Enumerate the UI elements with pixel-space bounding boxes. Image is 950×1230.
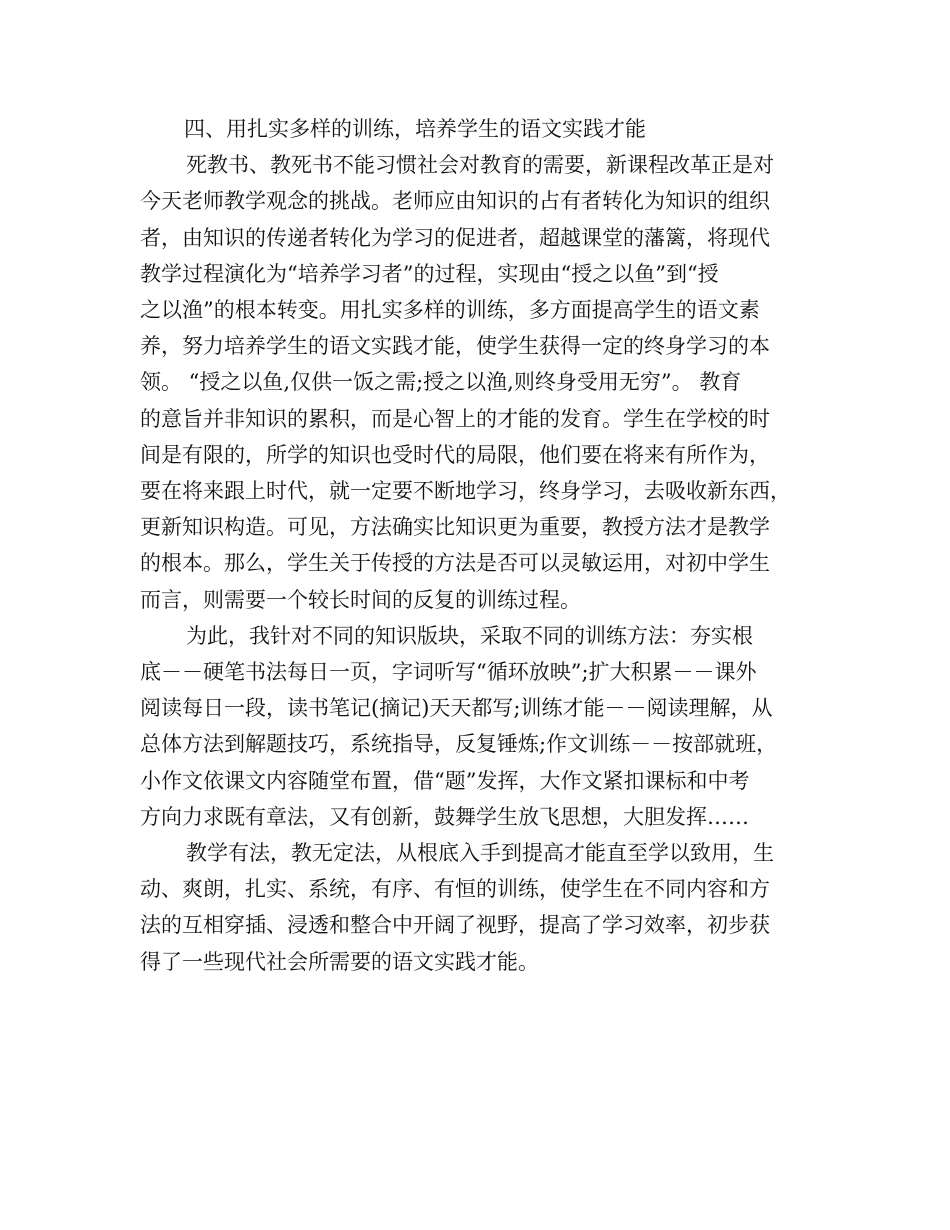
paragraph-line: 教学过程演化为“培养学习者”的过程，实现由“授之以鱼”到“授 xyxy=(140,261,719,286)
paragraph-line: 底－－硬笔书法每日一页，字词听写“循环放映”;扩大积累－－课外 xyxy=(140,660,757,685)
paragraph-line: 总体方法到解题技巧，系统指导，反复锤炼;作文训练－－按部就班， xyxy=(140,732,778,757)
paragraph-line: 小作文依课文内容随堂布置，借“题”发挥，大作文紧扣课标和中考 xyxy=(140,768,750,793)
paragraph-2 xyxy=(140,618,820,835)
paragraph-line: 养，努力培养学生的语文实践才能，使学生获得一定的终身学习的本 xyxy=(140,334,770,359)
paragraph-line: 为此，我针对不同的知识版块，采取不同的训练方法：夯实根 xyxy=(186,623,753,648)
paragraph-line: 教学有法，教无定法，从根底入手到提高才能直至学以致用，生 xyxy=(186,841,774,866)
paragraph-line: 之以渔”的根本转变。用扎实多样的训练，多方面提高学生的语文素 xyxy=(140,298,760,323)
paragraph-line: 的根本。那么，学生关于传授的方法是否可以灵敏运用，对初中学生 xyxy=(140,551,770,576)
paragraph-line: 得了一些现代社会所需要的语文实践才能。 xyxy=(140,949,539,974)
paragraph-line: 死教书、教死书不能习惯社会对教育的需要，新课程改革正是对 xyxy=(186,153,774,178)
paragraph-line: 更新知识构造。可见，方法确实比知识更为重要，教授方法才是教学 xyxy=(140,515,770,540)
paragraph-line: 领。 “授之以鱼,仅供一饭之需;授之以渔,则终身受用无穷”。 教育 xyxy=(140,370,742,395)
paragraph-line: 法的互相穿插、浸透和整合中开阔了视野，提高了学习效率，初步获 xyxy=(140,913,770,938)
paragraph-line: 者，由知识的传递者转化为学习的促进者，超越课堂的藩篱，将现代 xyxy=(140,225,770,250)
paragraph-1 xyxy=(140,147,820,618)
section-heading: 四、用扎实多样的训练，培养学生的语文实践才能 xyxy=(184,117,646,141)
paragraph-line: 要在将来跟上时代，就一定要不断地学习，终身学习，去吸收新东西， xyxy=(140,479,791,504)
paragraph-line: 间是有限的，所学的知识也受时代的局限，他们要在将来有所作为， xyxy=(140,442,770,467)
paragraph-line: 今天老师教学观念的挑战。老师应由知识的占有者转化为知识的组织 xyxy=(140,189,770,214)
paragraph-line: 的意旨并非知识的累积，而是心智上的才能的发育。学生在学校的时 xyxy=(140,406,770,431)
document-page xyxy=(140,111,820,980)
paragraph-3 xyxy=(140,835,820,980)
paragraph-line: 方向力求既有章法，又有创新，鼓舞学生放飞思想，大胆发挥…… xyxy=(140,804,749,829)
paragraph-line: 而言，则需要一个较长时间的反复的训练过程。 xyxy=(140,587,581,612)
paragraph-line: 阅读每日一段，读书笔记(摘记)天天都写;训练才能－－阅读理解，从 xyxy=(140,696,773,721)
paragraph-line: 动、爽朗，扎实、系统，有序、有恒的训练，使学生在不同内容和方 xyxy=(140,877,770,902)
